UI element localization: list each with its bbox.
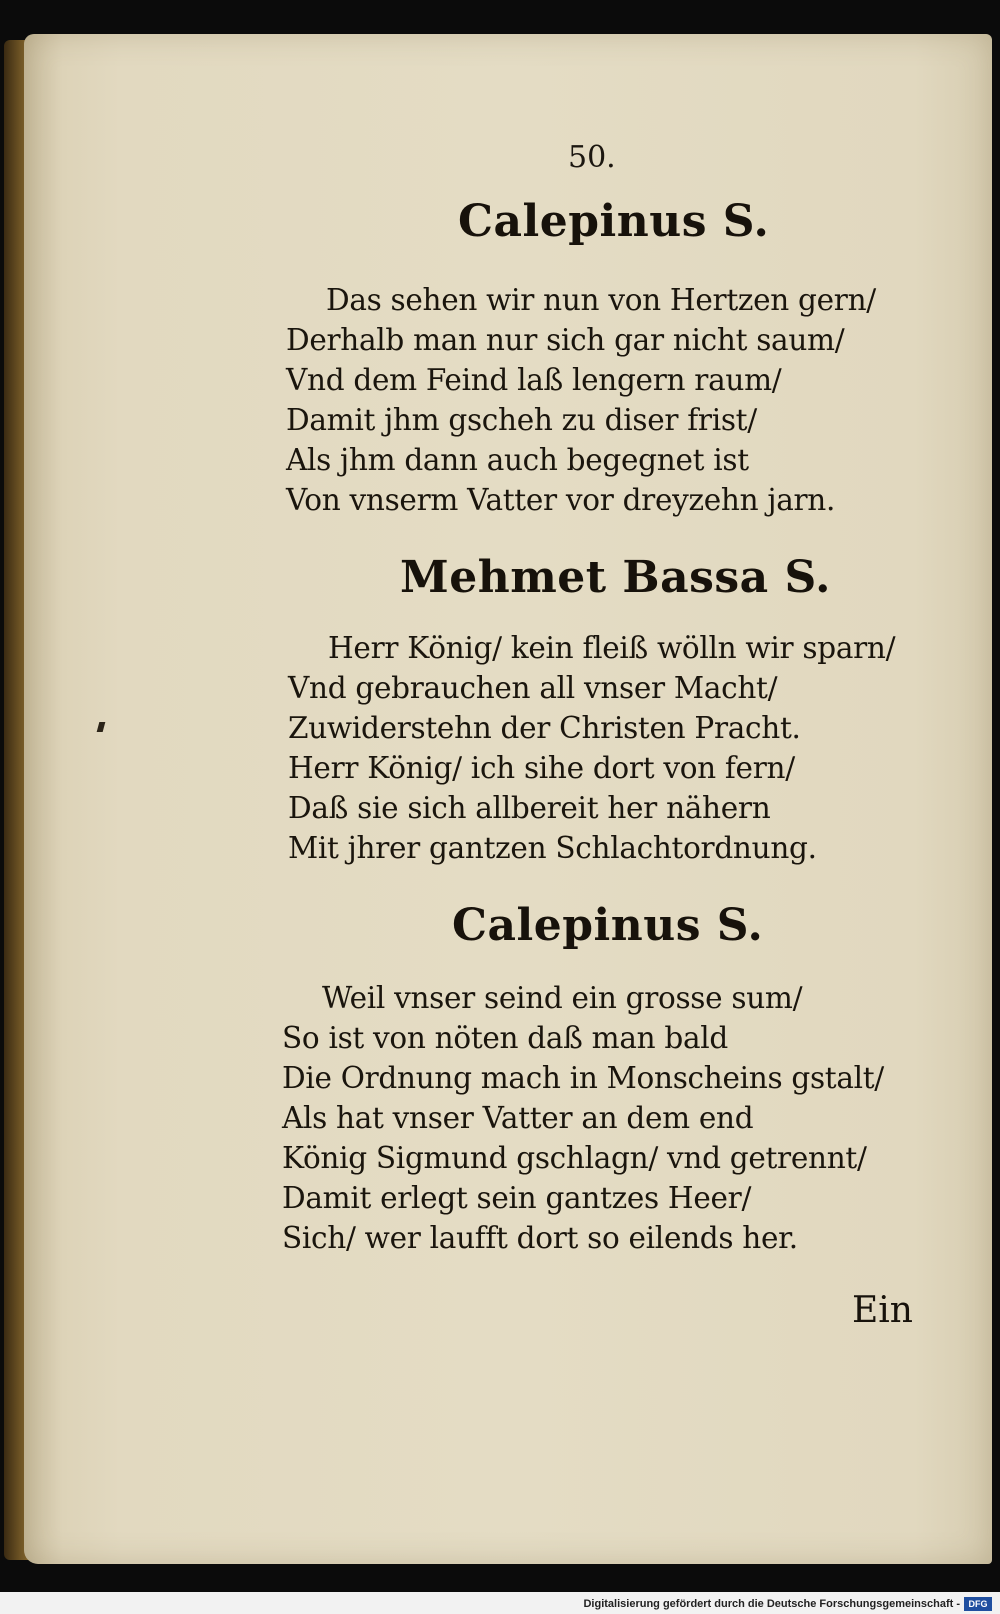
dfg-logo: DFG [964, 1597, 992, 1611]
verse-line: Sich/ wer laufft dort so eilends her. [282, 1221, 798, 1255]
verse-line: König Sigmund gschlagn/ vnd getrennt/ [282, 1141, 867, 1175]
verse-line: Damit jhm gscheh zu diser frist/ [286, 403, 757, 437]
verse-line: Damit erlegt sein gantzes Heer/ [282, 1181, 752, 1215]
verse-line: Derhalb man nur sich gar nicht saum/ [286, 323, 845, 357]
verse-line: Vnd gebrauchen all vnser Macht/ [288, 671, 778, 705]
catchword: Ein [852, 1290, 913, 1331]
verse-line: Die Ordnung mach in Monscheins gstalt/ [282, 1061, 884, 1095]
verse-line: Als jhm dann auch begegnet ist [286, 443, 749, 477]
verse-line: Mit jhrer gantzen Schlachtordnung. [288, 831, 817, 865]
verse-line: Von vnserm Vatter vor dreyzehn jarn. [286, 483, 836, 517]
verse-line: Daß sie sich allbereit her nähern [288, 791, 771, 825]
verse-line: Zuwiderstehn der Christen Pracht. [288, 711, 801, 745]
section-heading: Mehmet Bassa S. [400, 552, 831, 603]
verse-block [282, 978, 884, 1258]
page-number: 50. [568, 140, 616, 175]
verse-line: Als hat vnser Vatter an dem end [282, 1101, 754, 1135]
verse-line: Vnd dem Feind laß lengern raum/ [286, 363, 782, 397]
verse-line: Das sehen wir nun von Hertzen gern/ [326, 283, 876, 317]
funding-notice: Digitalisierung gefördert durch die Deutsche Forschungsgemeinschaft - [583, 1598, 960, 1610]
section-heading: Calepinus S. [458, 196, 770, 247]
footer-bar [0, 1592, 1000, 1614]
section-heading: Calepinus S. [452, 900, 764, 951]
verse-line: So ist von nöten daß man bald [282, 1021, 728, 1055]
verse-line: Weil vnser seind ein grosse sum/ [322, 981, 803, 1015]
verse-block [286, 280, 876, 520]
verse-line: Herr König/ kein fleiß wölln wir sparn/ [328, 631, 896, 665]
verse-block [288, 628, 896, 868]
verse-line: Herr König/ ich sihe dort von fern/ [288, 751, 795, 785]
